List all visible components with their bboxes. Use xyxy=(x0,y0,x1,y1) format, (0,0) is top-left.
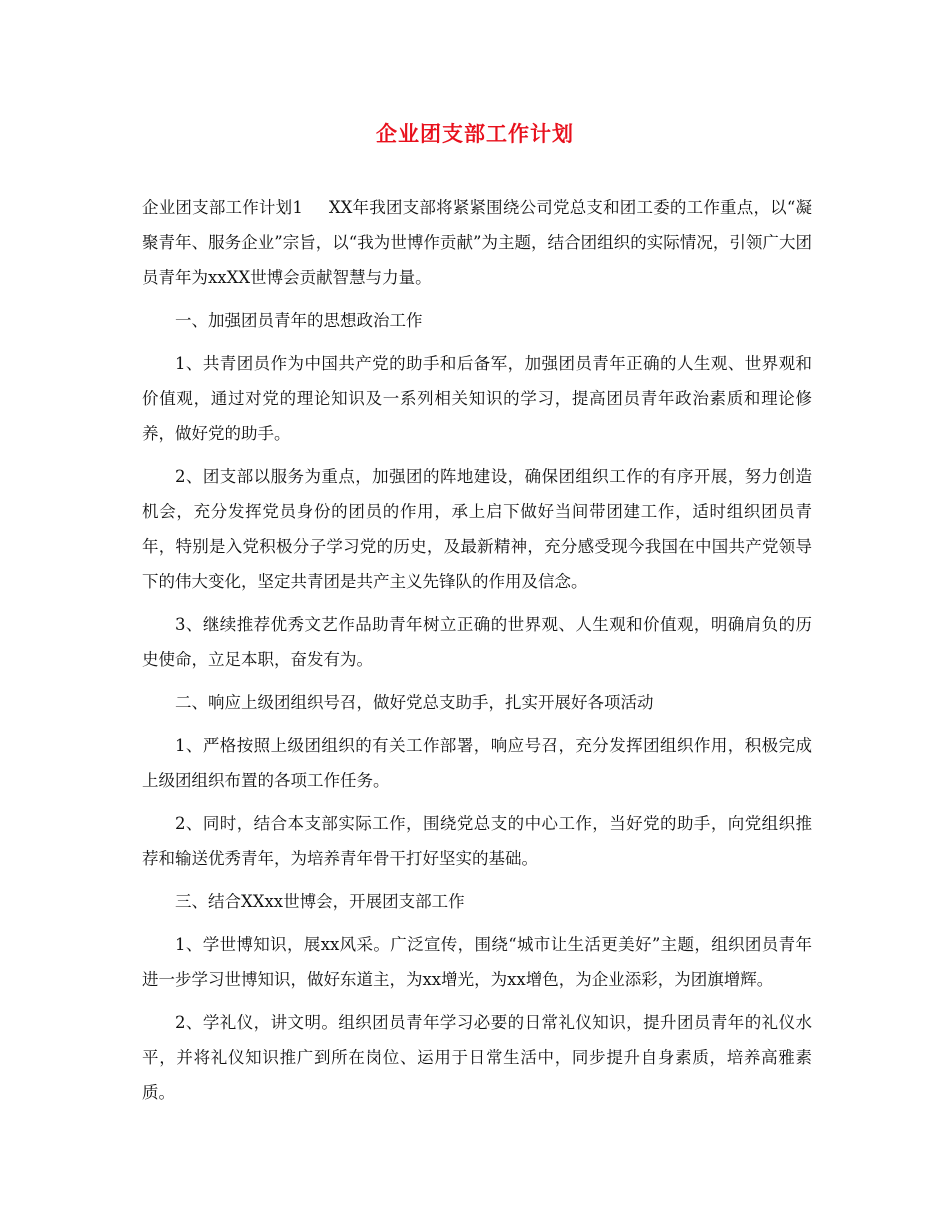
document-body xyxy=(142,190,812,1118)
paragraph: 2、学礼仪，讲文明。组织团员青年学习必要的日常礼仪知识，提升团员青年的礼仪水平，并将礼仪知识推广到所在岗位、运用于日常生活中，同步提升自身素质，培养高雅素质。 xyxy=(142,1013,812,1102)
paragraph: 3、继续推荐优秀文艺作品助青年树立正确的世界观、人生观和价值观，明确肩负的历史使命，立足本职，奋发有为。 xyxy=(142,615,812,669)
paragraph: 1、严格按照上级团组织的有关工作部署，响应号召，充分发挥团组织作用，积极完成上级团组织布置的各项工作任务。 xyxy=(142,736,812,790)
paragraph: 2、同时，结合本支部实际工作，围绕党总支的中心工作，当好党的助手，向党组织推荐和输送优秀青年，为培养青年骨干打好坚实的基础。 xyxy=(142,814,812,868)
paragraph-prefix: 企业团支部工作计划1 xyxy=(142,198,303,217)
paragraph: 1、学世博知识，展xx风采。广泛宣传，围绕“城市让生活更美好”主题，组织团员青年进一步学习世博知识，做好东道主，为xx增光，为xx增色，为企业添彩，为团旗增辉。 xyxy=(142,935,812,989)
paragraph-intro xyxy=(142,190,812,295)
section-heading: 二、响应上级团组织号召，做好党总支助手，扎实开展好各项活动 xyxy=(175,693,654,712)
document-title: 企业团支部工作计划 xyxy=(376,121,574,146)
paragraph: 1、共青团员作为中国共产党的助手和后备军，加强团员青年正确的人生观、世界观和价值观，通过对党的理论知识及一系列相关知识的学习，提高团员青年政治素质和理论修养，做好党的助手。 xyxy=(142,354,812,443)
paragraph-text: XX年我团支部将紧紧围绕公司党总支和团工委的工作重点，以“凝聚青年、服务企业”宗旨，以“我为世博作贡献”为主题，结合团组织的实际情况，引领广大团员青年为xxXX世博会贡献智慧与力量。 xyxy=(142,198,812,287)
section-heading: 一、加强团员青年的思想政治工作 xyxy=(175,311,423,330)
paragraph: 2、团支部以服务为重点，加强团的阵地建设，确保团组织工作的有序开展，努力创造机会，充分发挥党员身份的团员的作用，承上启下做好当间带团建工作，适时组织团员青年，特别是入党积极分子学习党的历史，及最新精神，充分感受现今我国在中国共产党领导下的伟大变化，坚定共青团是共产主义先锋队的作用及信念。 xyxy=(142,467,812,591)
section-heading: 三、结合XXxx世博会，开展团支部工作 xyxy=(175,892,465,911)
